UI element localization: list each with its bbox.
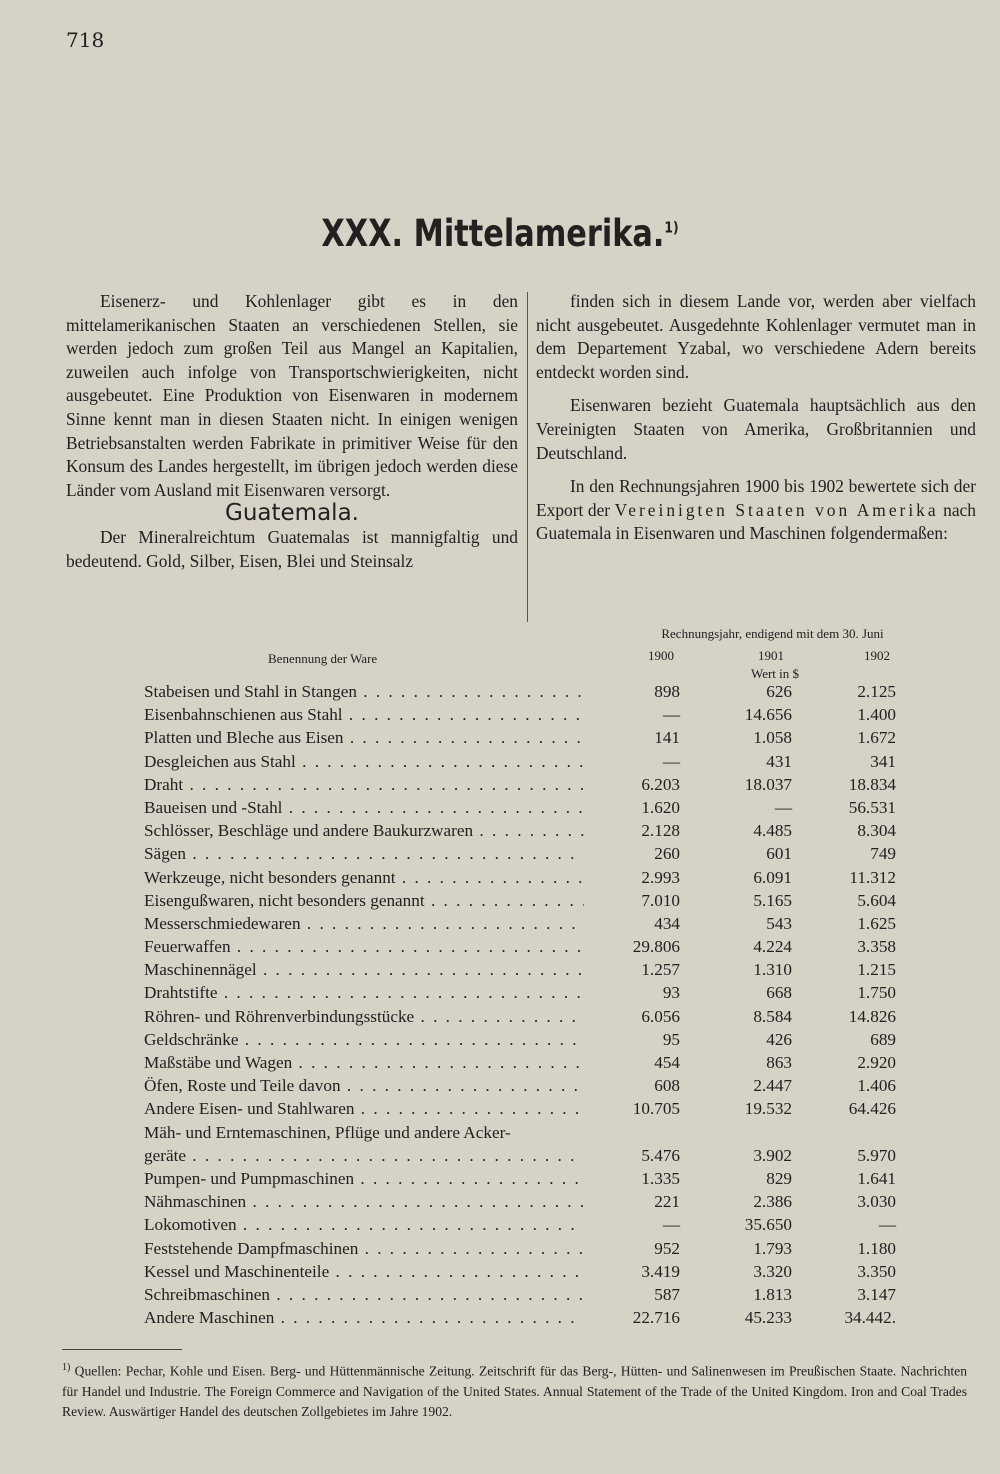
table-row	[0, 1169, 1000, 1192]
year-header-1900: 1900	[648, 648, 674, 663]
column-divider	[527, 292, 528, 622]
value-1901: 863	[766, 1053, 792, 1072]
footnote-text: Quellen: Pechar, Kohle und Eisen. Berg- und Hüttenmännische Zeitung. Zeitschrift für das Berg-, Hütten- und Salinenwesen im Preußischen Staate. Nachrichten für Handel und Industrie. The Foreign Commerce and Navigation of the United States. Annual Statement of the Trade of the United Kingdom. Iron and Coal Trades Review. Auswärtiger Handel des deutschen Zollgebietes im Jahre 1902.	[62, 1363, 968, 1419]
value-1902: 1.641	[857, 1168, 896, 1188]
chapter-footnote-marker: 1)	[664, 218, 679, 237]
row-name: Geldschränke . . .	[144, 1030, 584, 1050]
unit-label: Wert in $	[750, 666, 800, 681]
table-row	[0, 1030, 1000, 1053]
value-1900: 10.705	[632, 1099, 680, 1119]
value-1901: 1.813	[753, 1284, 792, 1304]
table-body	[0, 682, 1000, 1331]
value-1900: 454	[654, 1053, 680, 1072]
value-1902: 1.625	[857, 913, 896, 933]
table-row	[0, 1239, 1000, 1262]
value-1900: —	[662, 1215, 680, 1235]
value-1902: 5.604	[857, 890, 896, 910]
row-name: Drahtstifte . . .	[144, 983, 584, 1003]
table-row	[0, 1053, 1000, 1076]
table-row	[0, 775, 1000, 798]
table-row	[0, 1262, 1000, 1285]
value-1900: 141	[654, 728, 680, 748]
row-name: Schlösser, Beschläge und andere Baukurzwaren . . .	[144, 821, 584, 841]
value-1900: 2.128	[641, 821, 680, 841]
right-paragraph-2: Eisenwaren bezieht Guatemala hauptsächlich aus den Vereinigten Staaten von Amerika, Großbritannien und Deutschland.	[536, 395, 976, 463]
right-paragraph-3	[536, 475, 976, 546]
value-1902: 1.672	[857, 728, 896, 748]
section-paragraph: Der Mineralreichtum Guatemalas ist mannigfaltig und bedeutend. Gold, Silber, Eisen, Blei und Steinsalz	[66, 526, 518, 571]
left-column	[66, 290, 518, 573]
value-1900: 1.257	[641, 960, 680, 980]
row-name: Maßstäbe und Wagen . . .	[144, 1053, 584, 1073]
value-1902: 341	[870, 751, 896, 771]
value-1902: 1.180	[857, 1238, 896, 1258]
value-1902: 14.826	[848, 1006, 896, 1026]
table-row	[0, 960, 1000, 983]
table-row	[0, 1099, 1000, 1122]
value-1901: 1.058	[753, 728, 792, 748]
value-1900: —	[662, 751, 680, 771]
p3-spaced: Vereinigten Staaten von Amerika	[614, 499, 939, 520]
table-row	[0, 821, 1000, 844]
value-1901: 2.447	[753, 1076, 792, 1096]
value-1900: 5.476	[641, 1145, 680, 1165]
row-name: Feststehende Dampfmaschinen . . .	[144, 1239, 584, 1259]
value-1902: 18.834	[848, 774, 896, 794]
value-1900: 95	[662, 1029, 680, 1049]
value-1901: 829	[766, 1168, 792, 1188]
value-1900: 22.716	[632, 1308, 680, 1328]
table-row	[0, 868, 1000, 891]
page-number: 718	[66, 28, 105, 52]
value-1902: 1.406	[857, 1076, 896, 1096]
value-1902: 3.030	[857, 1192, 896, 1212]
section-heading: Guatemala.	[225, 500, 359, 527]
value-1902: 689	[870, 1029, 896, 1049]
p3-start: In den Rechnungsjahren 1900 bis 1902 bewertete sich der Export der	[536, 476, 976, 520]
value-1901: 19.532	[744, 1099, 792, 1119]
row-name: Baueisen und -Stahl . . .	[144, 798, 584, 818]
footnote	[62, 1358, 967, 1422]
value-1900: 1.335	[641, 1168, 680, 1188]
value-1900: 221	[654, 1192, 680, 1212]
p3-end: nach Guatemala in Eisenwaren und Maschinen folgendermaßen:	[536, 499, 976, 544]
row-name: Desgleichen aus Stahl . . .	[144, 752, 584, 772]
row-name: Schreibmaschinen . . .	[144, 1285, 584, 1305]
ware-header: Benennung der Ware	[268, 651, 378, 666]
footnote-rule	[62, 1349, 182, 1350]
value-1902: 2.125	[857, 682, 896, 701]
table-row	[0, 705, 1000, 728]
table-row	[0, 1123, 1000, 1146]
row-name: Maschinennägel . . .	[144, 960, 584, 980]
table-row	[0, 1285, 1000, 1308]
value-1901: 426	[766, 1029, 792, 1049]
value-1900: 2.993	[641, 867, 680, 887]
year-header-1902: 1902	[864, 648, 890, 663]
row-name: Pumpen- und Pumpmaschinen . . .	[144, 1169, 584, 1189]
value-1900: 6.056	[641, 1006, 680, 1026]
value-1902: 8.304	[857, 821, 896, 841]
row-name: Andere Eisen- und Stahlwaren . . .	[144, 1099, 584, 1119]
value-1901: 543	[766, 913, 792, 933]
value-1901: 601	[766, 844, 792, 864]
value-1900: —	[662, 705, 680, 725]
value-1902: 34.442.	[844, 1308, 896, 1328]
value-1901: 3.320	[753, 1261, 792, 1281]
value-1902: 1.215	[857, 960, 896, 980]
row-name: Draht . . .	[144, 775, 584, 795]
value-1902: 5.970	[857, 1145, 896, 1165]
value-1900: 608	[654, 1076, 680, 1096]
year-header-1901: 1901	[758, 648, 784, 663]
value-1901: 4.224	[753, 937, 792, 957]
table-row	[0, 844, 1000, 867]
value-1901: 35.650	[744, 1215, 792, 1235]
value-1902: 3.358	[857, 937, 896, 957]
row-name: Messerschmiedewaren . . .	[144, 914, 584, 934]
table-row	[0, 1308, 1000, 1331]
value-1901: 668	[766, 983, 792, 1003]
row-name: Stabeisen und Stahl in Stangen . . .	[144, 682, 584, 702]
row-name: Kessel und Maschinenteile . . .	[144, 1262, 584, 1282]
table-row	[0, 752, 1000, 775]
row-name: Lokomotiven . . .	[144, 1215, 584, 1235]
row-name: geräte . . .	[144, 1146, 584, 1166]
table-row	[0, 914, 1000, 937]
value-1901: 431	[766, 751, 792, 771]
table-row	[0, 891, 1000, 914]
table-row	[0, 1192, 1000, 1215]
table-row	[0, 682, 1000, 705]
value-1902: 2.920	[857, 1053, 896, 1072]
period-header: Rechnungsjahr, endigend mit dem 30. Juni	[661, 626, 884, 641]
value-1900: 1.620	[641, 797, 680, 817]
value-1901: 14.656	[744, 705, 792, 725]
value-1900: 3.419	[641, 1261, 680, 1281]
table-row	[0, 983, 1000, 1006]
value-1902: 64.426	[848, 1099, 896, 1119]
row-name: Sägen . . .	[144, 844, 584, 864]
value-1900: 898	[654, 682, 680, 701]
row-name: Werkzeuge, nicht besonders genannt . . .	[144, 868, 584, 888]
value-1900: 93	[662, 983, 680, 1003]
value-1901: 4.485	[753, 821, 792, 841]
value-1901: 6.091	[753, 867, 792, 887]
value-1900: 434	[654, 913, 680, 933]
intro-paragraph: Eisenerz- und Kohlenlager gibt es in den mittelamerikanischen Staaten an verschiedenen Stellen, sie werden jedoch zum großen Teil aus Mangel an Kapitalien, zuweilen auch infolge von Transportschwierigkeiten, nicht ausgebeutet. Eine Produktion von Eisenwaren in modernem Sinne kennt man in diesen Staaten nicht. In einigen wenigen Betriebsanstalten werden Fabrikate in primitiver Weise für den Konsum des Landes hergestellt, im übrigen jedoch werden diese Länder vom Ausland mit Eisenwaren versorgt.	[66, 291, 518, 500]
row-name: Öfen, Roste und Teile davon . . .	[144, 1076, 584, 1096]
row-name: Nähmaschinen . . .	[144, 1192, 584, 1212]
value-1901: 3.902	[753, 1145, 792, 1165]
table-row	[0, 798, 1000, 821]
value-1900: 6.203	[641, 774, 680, 794]
value-1901: —	[774, 797, 792, 817]
value-1902: 11.312	[849, 867, 896, 887]
row-name: Platten und Bleche aus Eisen . . .	[144, 728, 584, 748]
row-name: Andere Maschinen . . .	[144, 1308, 584, 1328]
chapter-title-text: XXX. Mittelamerika.	[321, 212, 665, 255]
value-1901: 1.793	[753, 1238, 792, 1258]
row-name: Eisenbahnschienen aus Stahl . . .	[144, 705, 584, 725]
value-1902: 3.147	[857, 1284, 896, 1304]
value-1902: 3.350	[857, 1261, 896, 1281]
value-1900: 587	[654, 1284, 680, 1304]
value-1902: —	[878, 1215, 896, 1235]
value-1900: 7.010	[641, 890, 680, 910]
row-name: Feuerwaffen . . .	[144, 937, 584, 957]
row-name: Röhren- und Röhrenverbindungsstücke . . .	[144, 1007, 584, 1027]
table-row	[0, 1146, 1000, 1169]
value-1901: 5.165	[753, 890, 792, 910]
table-row	[0, 728, 1000, 751]
value-1900: 29.806	[632, 937, 680, 957]
value-1901: 45.233	[744, 1308, 792, 1328]
value-1900: 260	[654, 844, 680, 864]
table-row	[0, 937, 1000, 960]
value-1901: 626	[766, 682, 792, 701]
value-1901: 1.310	[753, 960, 792, 980]
footnote-marker: 1)	[62, 1362, 71, 1373]
value-1902: 1.750	[857, 983, 896, 1003]
table-row	[0, 1007, 1000, 1030]
chapter-title	[90, 212, 910, 255]
right-column	[536, 290, 976, 546]
value-1901: 18.037	[744, 774, 792, 794]
table-row	[0, 1215, 1000, 1238]
value-1902: 749	[870, 844, 896, 864]
value-1901: 2.386	[753, 1192, 792, 1212]
value-1902: 1.400	[857, 705, 896, 725]
right-paragraph-1: finden sich in diesem Lande vor, werden aber vielfach nicht ausgebeutet. Ausgedehnte Kohlenlager vermutet man in dem Departement Yzabal, wo verschiedene Adern bereits entdeckt worden sind.	[536, 291, 976, 382]
value-1900: 952	[654, 1238, 680, 1258]
table-row	[0, 1076, 1000, 1099]
row-name: Eisengußwaren, nicht besonders genannt . . .	[144, 891, 584, 911]
value-1901: 8.584	[753, 1006, 792, 1026]
value-1902: 56.531	[848, 797, 896, 817]
row-name: Mäh- und Erntemaschinen, Pflüge und andere Acker-	[144, 1122, 511, 1142]
